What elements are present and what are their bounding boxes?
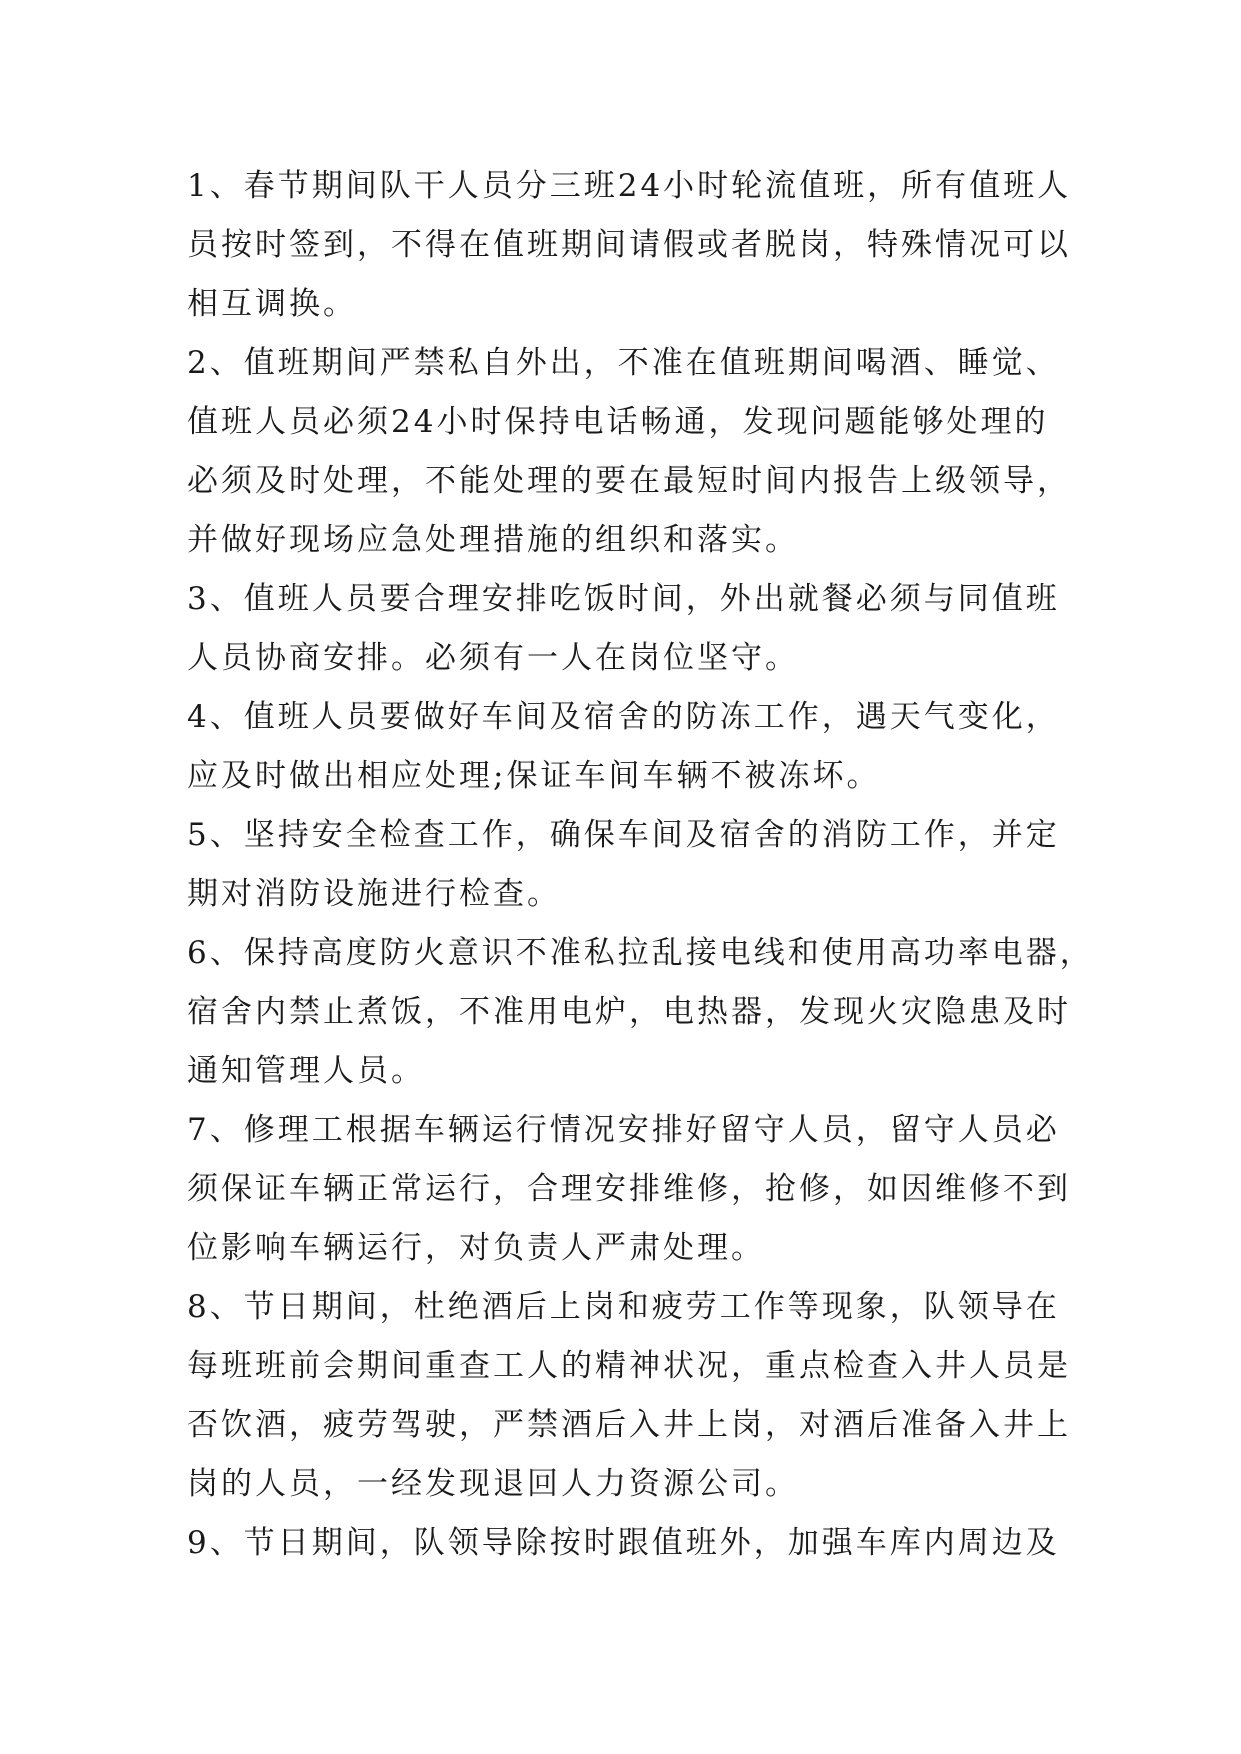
- text-line: 2、值班期间严禁私自外出，不准在值班期间喝酒、睡觉、: [187, 345, 1060, 381]
- text-line: 9、节日期间，队领导除按时跟值班外，加强车库内周边及: [187, 1525, 1060, 1561]
- text-line: 岗的人员，一经发现退回人力资源公司。: [187, 1466, 799, 1502]
- text-line: 员按时签到，不得在值班期间请假或者脱岗，特殊情况可以: [187, 227, 1071, 263]
- text-line: 6、保持高度防火意识不准私拉乱接电线和使用高功率电器，: [187, 935, 1094, 971]
- text-line: 8、节日期间，杜绝酒后上岗和疲劳工作等现象，队领导在: [187, 1289, 1060, 1325]
- text-line: 1、春节期间队干人员分三班24小时轮流值班，所有值班人: [187, 168, 1072, 204]
- text-line: 7、修理工根据车辆运行情况安排好留守人员，留守人员必: [187, 1112, 1060, 1148]
- text-line: 通知管理人员。: [187, 1053, 425, 1089]
- text-line: 宿舍内禁止煮饭，不准用电炉，电热器，发现火灾隐患及时: [187, 994, 1071, 1030]
- text-line: 3、值班人员要合理安排吃饭时间，外出就餐必须与同值班: [187, 581, 1060, 617]
- text-line: 相互调换。: [187, 286, 357, 322]
- text-line: 位影响车辆运行，对负责人严肃处理。: [187, 1230, 765, 1266]
- text-line: 否饮酒，疲劳驾驶，严禁酒后入井上岗，对酒后准备入井上: [187, 1407, 1071, 1443]
- text-line: 并做好现场应急处理措施的组织和落实。: [187, 522, 799, 558]
- text-line: 应及时做出相应处理;保证车间车辆不被冻坏。: [187, 758, 881, 794]
- text-line: 每班班前会期间重查工人的精神状况，重点检查入井人员是: [187, 1348, 1071, 1384]
- text-line: 必须及时处理，不能处理的要在最短时间内报告上级领导，: [187, 463, 1071, 499]
- text-line: 4、值班人员要做好车间及宿舍的防冻工作，遇天气变化，: [187, 699, 1060, 735]
- text-line: 值班人员必须24小时保持电话畅通，发现问题能够处理的: [187, 404, 1049, 440]
- text-line: 5、坚持安全检查工作，确保车间及宿舍的消防工作，并定: [187, 817, 1060, 853]
- text-line: 期对消防设施进行检查。: [187, 876, 561, 912]
- text-line: 须保证车辆正常运行，合理安排维修，抢修，如因维修不到: [187, 1171, 1071, 1207]
- text-line: 人员协商安排。必须有一人在岗位坚守。: [187, 640, 799, 676]
- document-body: [187, 157, 1094, 1573]
